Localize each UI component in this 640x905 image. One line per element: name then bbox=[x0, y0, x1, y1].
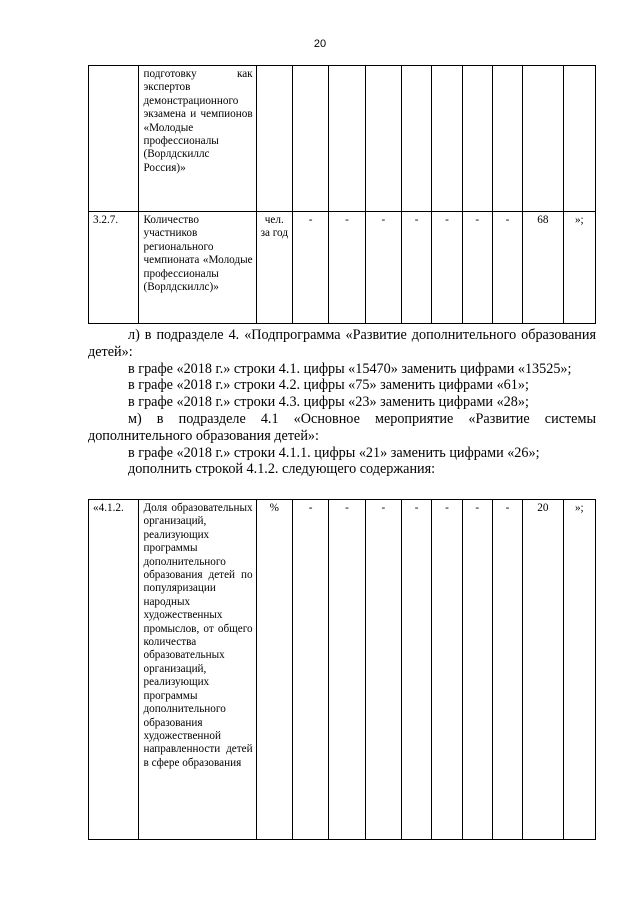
value-cell bbox=[402, 66, 432, 212]
indicators-table-bottom bbox=[88, 499, 596, 840]
value-cell: - bbox=[365, 212, 401, 324]
row-number: 3.2.7. bbox=[89, 212, 139, 324]
value-cell bbox=[432, 66, 462, 212]
indicators-table-top bbox=[88, 65, 596, 324]
indicator-name: подготовку как экспертов демонстрационного экзамена и чемпионов «Молодые профессионалы (Ворлдскиллс Россия)» bbox=[139, 66, 256, 212]
value-cell: - bbox=[365, 500, 401, 840]
unit-cell bbox=[256, 66, 292, 212]
unit-cell: чел. за год bbox=[256, 212, 292, 324]
value-cell bbox=[292, 66, 328, 212]
paragraph: в графе «2018 г.» строки 4.2. цифры «75» заменить цифрами «61»; bbox=[128, 377, 529, 394]
row-number: «4.1.2. bbox=[89, 500, 139, 840]
unit-cell: % bbox=[256, 500, 292, 840]
paragraph: дополнить строкой 4.1.2. следующего содержания: bbox=[128, 461, 436, 478]
value-cell bbox=[563, 66, 595, 212]
table-row bbox=[89, 212, 596, 324]
value-cell: - bbox=[462, 500, 492, 840]
value-cell: - bbox=[492, 500, 522, 840]
value-cell: - bbox=[432, 500, 462, 840]
paragraph: в графе «2018 г.» строки 4.3. цифры «23» заменить цифрами «28»; bbox=[128, 394, 529, 411]
value-cell: »; bbox=[563, 212, 595, 324]
value-cell bbox=[462, 66, 492, 212]
page-number: 20 bbox=[313, 38, 327, 50]
value-cell: - bbox=[292, 500, 328, 840]
value-cell: 20 bbox=[523, 500, 563, 840]
paragraph: в графе «2018 г.» строки 4.1. цифры «15470» заменить цифрами «13525»; bbox=[128, 360, 572, 377]
value-cell: - bbox=[329, 500, 365, 840]
amendment-text bbox=[88, 327, 596, 478]
value-cell: - bbox=[432, 212, 462, 324]
row-number bbox=[89, 66, 139, 212]
value-cell: - bbox=[462, 212, 492, 324]
value-cell bbox=[365, 66, 401, 212]
value-cell bbox=[523, 66, 563, 212]
value-cell: - bbox=[329, 212, 365, 324]
value-cell: - bbox=[492, 212, 522, 324]
value-cell: »; bbox=[563, 500, 595, 840]
table-row bbox=[89, 66, 596, 212]
paragraph: в графе «2018 г.» строки 4.1.1. цифры «21» заменить цифрами «26»; bbox=[128, 444, 540, 461]
value-cell: 68 bbox=[523, 212, 563, 324]
value-cell bbox=[329, 66, 365, 212]
indicator-name: Доля образовательных организаций, реализующих программы дополнительного образования детей по популяризации народных художественных промыслов, от общего количества образовательных организаций, реализующих программы дополнительного образования художественной направленности детей в сфере образования bbox=[139, 500, 256, 840]
value-cell: - bbox=[292, 212, 328, 324]
value-cell bbox=[492, 66, 522, 212]
value-cell: - bbox=[402, 212, 432, 324]
value-cell: - bbox=[402, 500, 432, 840]
paragraph: л) в подразделе 4. «Подпрограмма «Развитие дополнительного образования детей»: bbox=[88, 327, 596, 360]
table-row bbox=[89, 500, 596, 840]
indicator-name: Количество участников регионального чемпионата «Молодые профессионалы (Ворлдскиллс)» bbox=[139, 212, 256, 324]
paragraph: м) в подразделе 4.1 «Основное мероприятие «Развитие системы дополнительного образования детей»: bbox=[88, 410, 596, 444]
